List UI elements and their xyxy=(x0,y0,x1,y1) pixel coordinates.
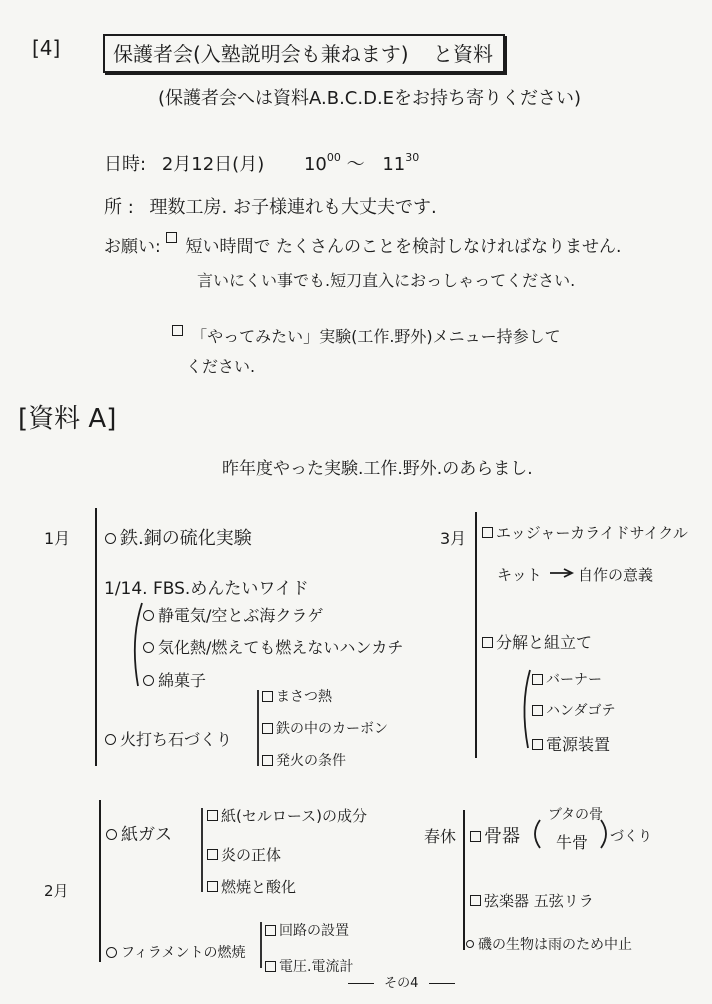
checkbox-icon xyxy=(482,527,493,538)
checkbox-icon xyxy=(470,831,481,842)
mar-sub-3: 電源装置 xyxy=(532,732,610,755)
jan-label: 1月 xyxy=(44,529,71,548)
feb-label: 2月 xyxy=(44,882,69,900)
jan-sub-5: 鉄の中のカーボン xyxy=(262,718,388,738)
jan-sub-3: 綿菓子 xyxy=(143,668,206,691)
mar-item-1: エッジャーカライドサイクル xyxy=(482,522,688,543)
spring-item-1-suffix: づくり xyxy=(610,829,652,845)
spring-paren-bottom: 牛骨 xyxy=(556,833,589,852)
mar-item-1b-right: 自作の意義 xyxy=(578,566,654,584)
jan-item-3: 火打ち石づくり xyxy=(105,727,232,750)
jan-sub-1: 静電気/空とぶ海クラゲ xyxy=(143,603,323,626)
page-title-suffix: と資料 xyxy=(432,42,493,66)
page-number: その4 xyxy=(384,976,419,991)
bullet-icon xyxy=(143,675,154,686)
feb-sub-1: 紙(セルロース)の成分 xyxy=(207,805,367,826)
spring-label: 春休 xyxy=(424,827,457,846)
checkbox-icon xyxy=(265,961,276,972)
jan-item-1: 鉄.銅の硫化実験 xyxy=(105,524,252,550)
request-line-3: 「やってみたい」実験(工作.野外)メニュー持参して xyxy=(191,327,561,346)
material-a-heading: [資料 A] xyxy=(18,404,117,434)
bullet-icon xyxy=(106,947,117,958)
page-title-main: 保護者会(入塾説明会も兼ねます) xyxy=(113,42,409,66)
checkbox-icon xyxy=(207,849,218,860)
checkbox-icon xyxy=(482,637,493,648)
date-value: 2月12日(月) xyxy=(161,154,265,175)
time-start: $10^{00}$ xyxy=(303,151,341,175)
feb-item-1: 紙ガス xyxy=(106,820,172,845)
mar-item-1b-left: キット xyxy=(497,566,542,584)
material-a-caption: 昨年度やった実験.工作.野外.のあらまし. xyxy=(222,459,533,479)
feb-sub-3: 燃焼と酸化 xyxy=(207,876,296,897)
jan-item-2: 1/14. FBS.めんたいワイド xyxy=(104,579,309,599)
spring-item-3: 磯の生物は雨のため中止 xyxy=(466,934,632,954)
page-footer xyxy=(348,972,455,991)
bullet-icon xyxy=(143,642,154,653)
request-label: お願い: xyxy=(104,237,161,257)
date-label: 日時: xyxy=(104,154,147,175)
feb-sub-4: 回路の設置 xyxy=(265,920,349,940)
mar-sub-2: ハンダゴテ xyxy=(532,700,615,720)
mar-label: 3月 xyxy=(440,529,467,548)
request-line-1: 短い時間で たくさんのことを検討しなければなりません. xyxy=(185,237,622,257)
feb-item-2: フィラメントの燃焼 xyxy=(106,942,245,962)
checkbox-icon xyxy=(207,810,218,821)
spring-item-2: 弦楽器 五弦リラ xyxy=(470,890,594,911)
checkbox-icon xyxy=(262,723,273,734)
page-subtitle: (保護者会へは資料A.B.C.D.Eをお持ち寄りください) xyxy=(158,88,582,109)
checkbox-icon xyxy=(265,925,276,936)
checkbox-icon xyxy=(470,895,481,906)
time-end: $11^{30}$ xyxy=(382,151,420,175)
checkbox-icon xyxy=(262,691,273,702)
place-value: 理数工房. お子様連れも大丈夫です. xyxy=(149,197,437,218)
place-label: 所 : xyxy=(104,197,134,218)
spring-item-1: 骨器 xyxy=(470,822,520,848)
checkbox-icon xyxy=(262,755,273,766)
spring-paren-top: ブタの骨 xyxy=(548,807,604,823)
jan-sub-2: 気化熱/燃えても燃えないハンカチ xyxy=(143,635,403,658)
bullet-icon xyxy=(143,610,154,621)
jan-sub-4: まさつ熱 xyxy=(262,686,332,706)
bullet-icon xyxy=(466,940,474,948)
checkbox-icon xyxy=(532,739,543,750)
time-separator: 〜 xyxy=(346,154,365,175)
section-number: [4] xyxy=(32,36,61,60)
checkbox-icon xyxy=(532,705,543,716)
mar-item-2: 分解と組立て xyxy=(482,630,592,653)
mar-sub-1: バーナー xyxy=(532,669,602,689)
feb-sub-2: 炎の正体 xyxy=(207,844,281,865)
request-line-4: ください. xyxy=(186,357,256,376)
checkbox-icon xyxy=(207,881,218,892)
request-line-2: 言いにくい事でも.短刀直入におっしゃってください. xyxy=(197,271,576,290)
feb-sub-5: 電圧.電流計 xyxy=(265,956,353,976)
bullet-icon xyxy=(106,829,117,840)
jan-sub-6: 発火の条件 xyxy=(262,750,346,770)
checkbox-icon xyxy=(532,674,543,685)
bullet-icon xyxy=(105,533,116,544)
bullet-icon xyxy=(105,734,116,745)
